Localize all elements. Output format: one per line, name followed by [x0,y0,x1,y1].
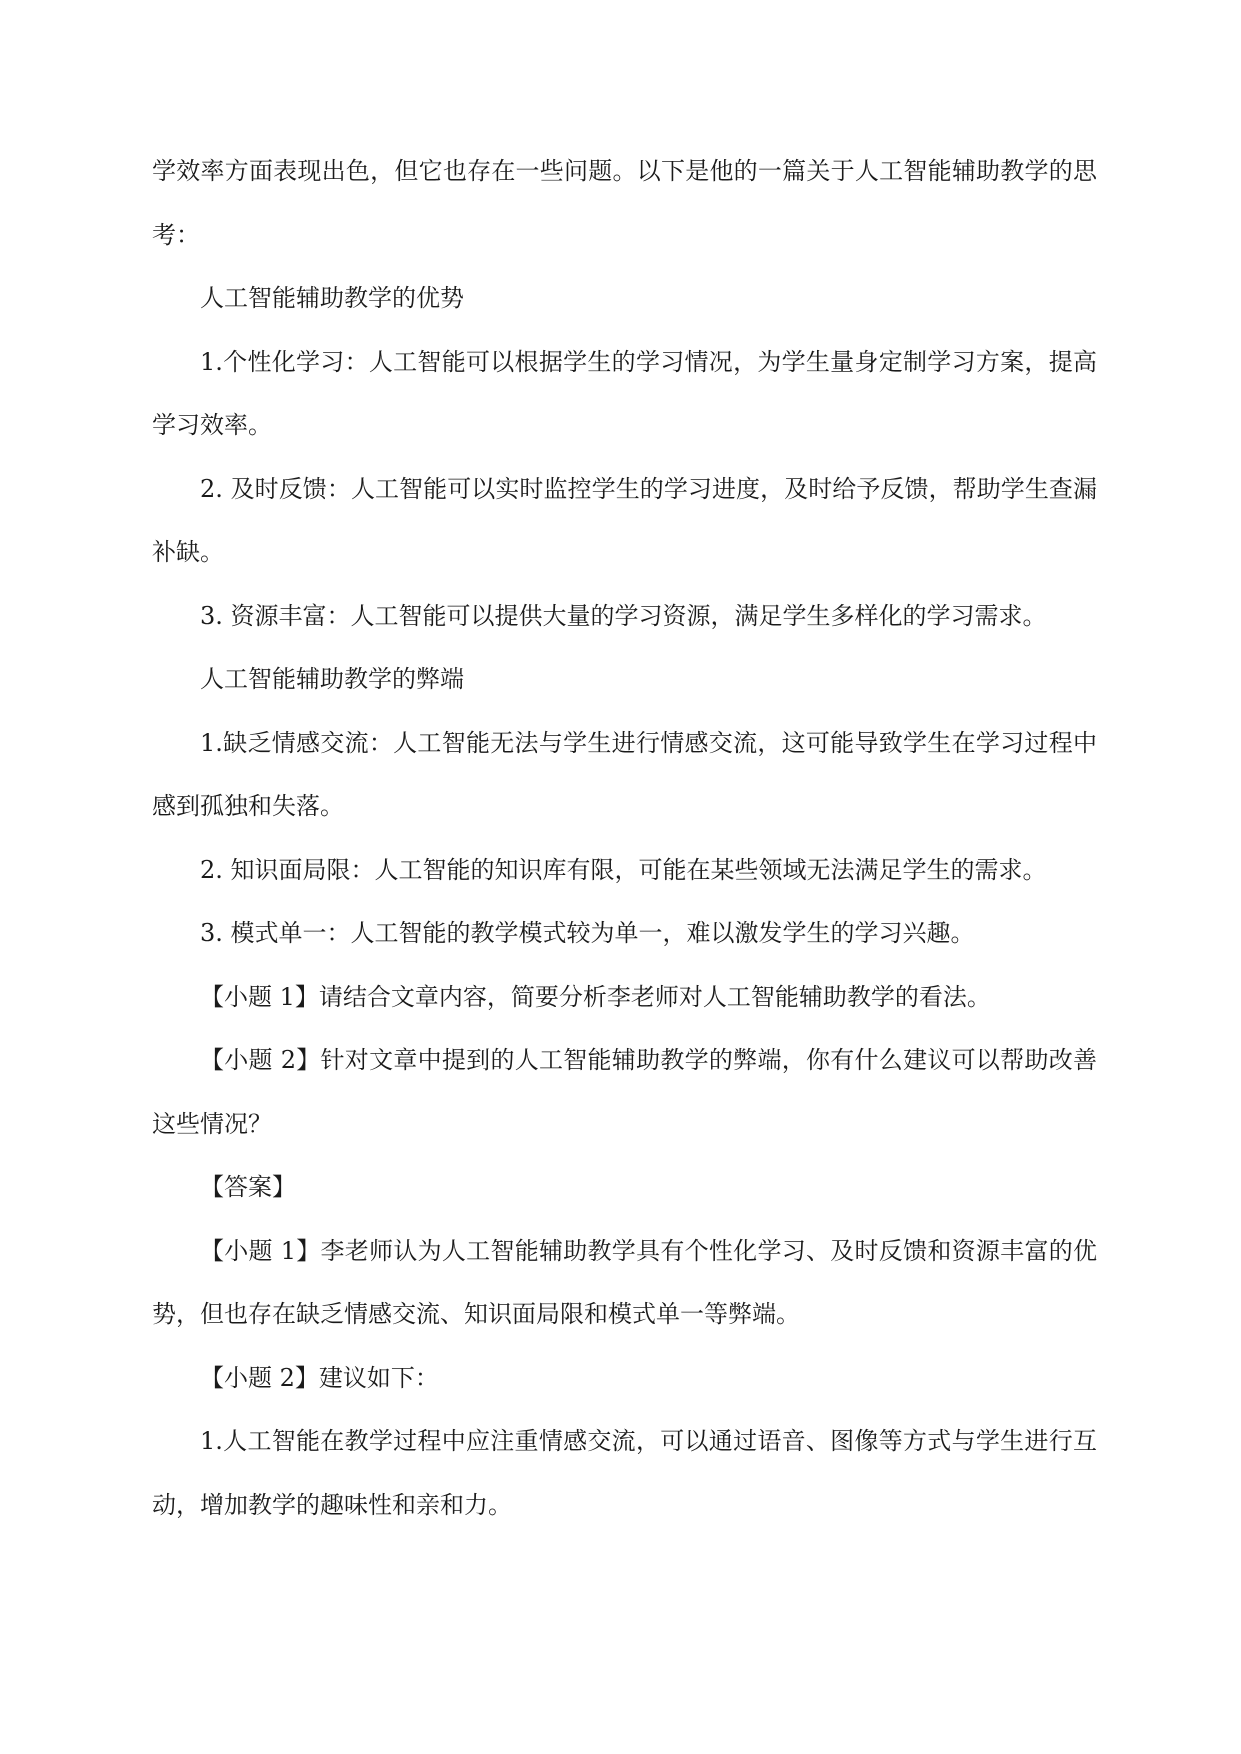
paragraph: 1.缺乏情感交流：人工智能无法与学生进行情感交流，这可能导致学生在学习过程中感到孤独和失落。 [152,728,1097,820]
section-heading-advantages: 人工智能辅助教学的优势 [200,284,464,312]
question-1: 【小题 1】请结合文章内容，简要分析李老师对人工智能辅助教学的看法。 [200,982,991,1011]
answer-1: 【小题 1】李老师认为人工智能辅助教学具有个性化学习、及时反馈和资源丰富的优势，但也存在缺乏情感交流、知识面局限和模式单一等弊端。 [152,1236,1097,1328]
paragraph: 3. 资源丰富：人工智能可以提供大量的学习资源，满足学生多样化的学习需求。 [200,601,1047,630]
question-2: 【小题 2】针对文章中提到的人工智能辅助教学的弊端，你有什么建议可以帮助改善这些情况？ [152,1046,1097,1138]
paragraph: 1.个性化学习：人工智能可以根据学生的学习情况，为学生量身定制学习方案，提高学习效率。 [152,347,1097,439]
paragraph: 2. 及时反馈：人工智能可以实时监控学生的学习进度，及时给予反馈，帮助学生查漏补缺。 [152,474,1097,566]
answer-2: 【小题 2】建议如下： [200,1363,439,1392]
paragraph: 1.人工智能在教学过程中应注重情感交流，可以通过语音、图像等方式与学生进行互动，增加教学的趣味性和亲和力。 [152,1427,1097,1519]
paragraph: 3. 模式单一：人工智能的教学模式较为单一，难以激发学生的学习兴趣。 [200,919,975,947]
paragraph: 2. 知识面局限：人工智能的知识库有限，可能在某些领域无法满足学生的需求。 [200,855,1047,884]
section-heading-disadvantages: 人工智能辅助教学的弊端 [200,665,464,693]
document-body [152,140,1097,1537]
answer-heading: 【答案】 [200,1173,296,1201]
paragraph: 学效率方面表现出色，但它也存在一些问题。以下是他的一篇关于人工智能辅助教学的思考： [152,157,1097,249]
